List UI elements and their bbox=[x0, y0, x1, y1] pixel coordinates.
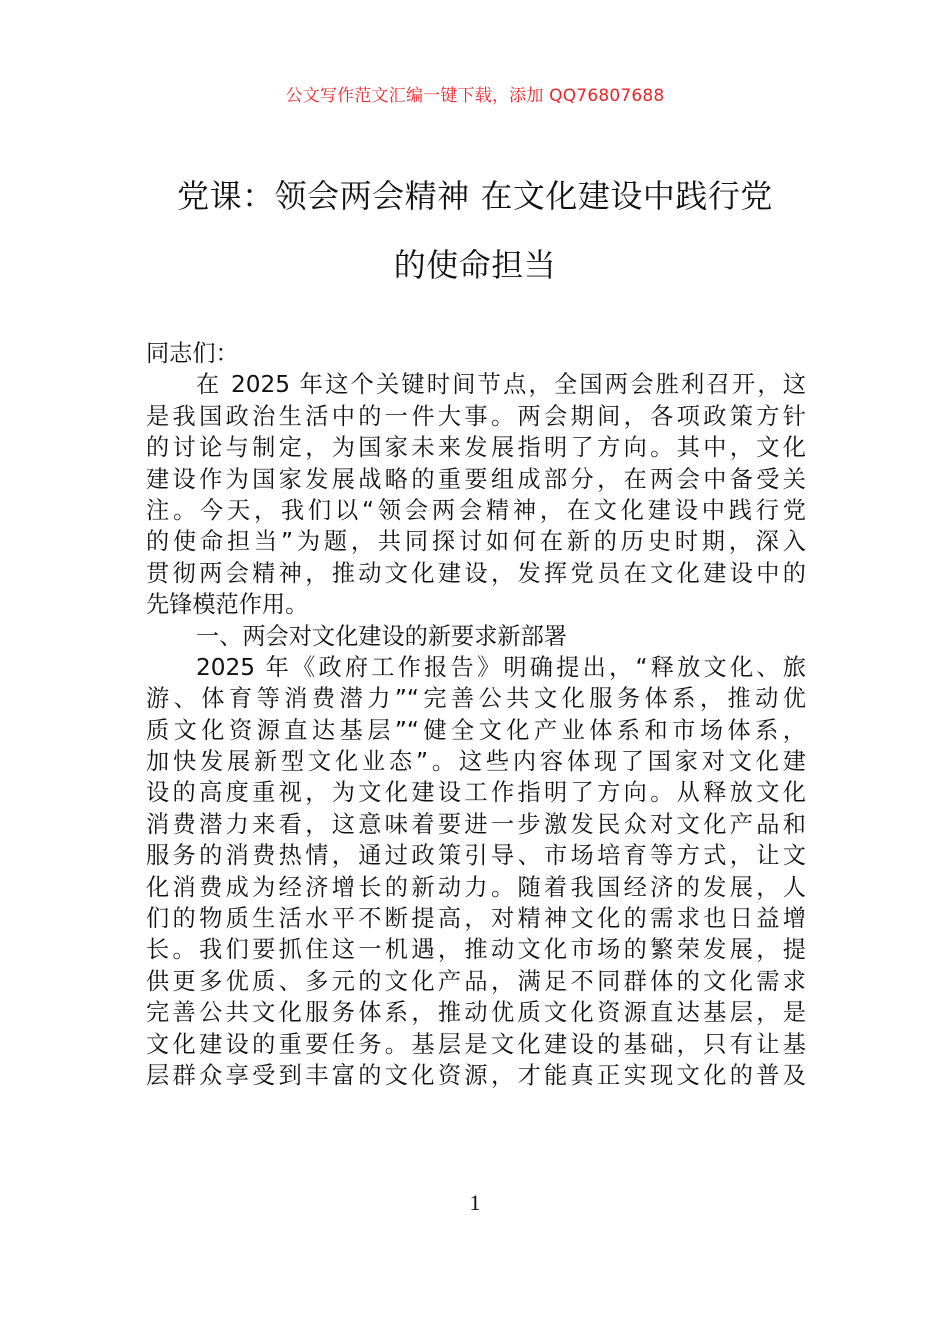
text-line: 的使命担当”为题，共同探讨如何在新的历史时期，深入 bbox=[146, 528, 806, 556]
text-line: 的讨论与制定，为国家未来发展指明了方向。其中，文化 bbox=[146, 434, 806, 462]
text-line: 先锋模范作用。 bbox=[146, 591, 309, 619]
salutation: 同志们： bbox=[146, 340, 239, 367]
document-title-line-2: 的使命担当 bbox=[393, 246, 557, 284]
paragraph-intro bbox=[146, 369, 806, 620]
text-line: 注。今天，我们以“领会两会精神，在文化建设中践行党 bbox=[146, 496, 806, 524]
download-promo-note: 公文写作范文汇编一键下载，添加 QQ76807688 bbox=[285, 86, 665, 106]
text-line: 层群众享受到丰富的文化资源，才能真正实现文化的普及 bbox=[146, 1061, 806, 1089]
document-body bbox=[146, 338, 806, 1091]
text-line: 文化建设的重要任务。基层是文化建设的基础，只有让基 bbox=[146, 1030, 806, 1058]
section-heading-1: 一、两会对文化建设的新要求新部署 bbox=[196, 622, 567, 650]
text-line: 是我国政治生活中的一件大事。两会期间，各项政策方针 bbox=[146, 402, 806, 430]
text-line: 质文化资源直达基层”“健全文化产业体系和市场体系， bbox=[146, 716, 806, 744]
document-title-line-1: 党课：领会两会精神 在文化建设中践行党 bbox=[177, 177, 773, 215]
text-line: 消费潜力来看，这意味着要进一步激发民众对文化产品和 bbox=[146, 810, 806, 838]
text-line: 加快发展新型文化业态”。这些内容体现了国家对文化建 bbox=[146, 748, 806, 776]
text-line: 设的高度重视，为文化建设工作指明了方向。从释放文化 bbox=[146, 779, 806, 807]
text-line: 完善公共文化服务体系，推动优质文化资源直达基层，是 bbox=[146, 999, 806, 1027]
page-number: 1 bbox=[469, 1190, 481, 1215]
text-line: 长。我们要抓住这一机遇，推动文化市场的繁荣发展，提 bbox=[146, 936, 806, 964]
text-line: 们的物质生活水平不断提高，对精神文化的需求也日益增 bbox=[146, 905, 806, 933]
text-line: 游、体育等消费潜力”“完善公共文化服务体系，推动优 bbox=[146, 685, 806, 713]
text-line: 建设作为国家发展战略的重要组成部分，在两会中备受关 bbox=[146, 465, 806, 493]
text-line: 2025 年《政府工作报告》明确提出，“释放文化、旅 bbox=[196, 653, 806, 681]
text-line: 化消费成为经济增长的新动力。随着我国经济的发展，人 bbox=[146, 873, 806, 901]
text-line: 服务的消费热情，通过政策引导、市场培育等方式，让文 bbox=[146, 842, 806, 870]
text-line: 供更多优质、多元的文化产品，满足不同群体的文化需求 bbox=[146, 967, 806, 995]
paragraph-section-1 bbox=[146, 652, 806, 1091]
text-line: 在 2025 年这个关键时间节点，全国两会胜利召开，这 bbox=[196, 371, 806, 399]
text-line: 贯彻两会精神，推动文化建设，发挥党员在文化建设中的 bbox=[146, 559, 806, 587]
